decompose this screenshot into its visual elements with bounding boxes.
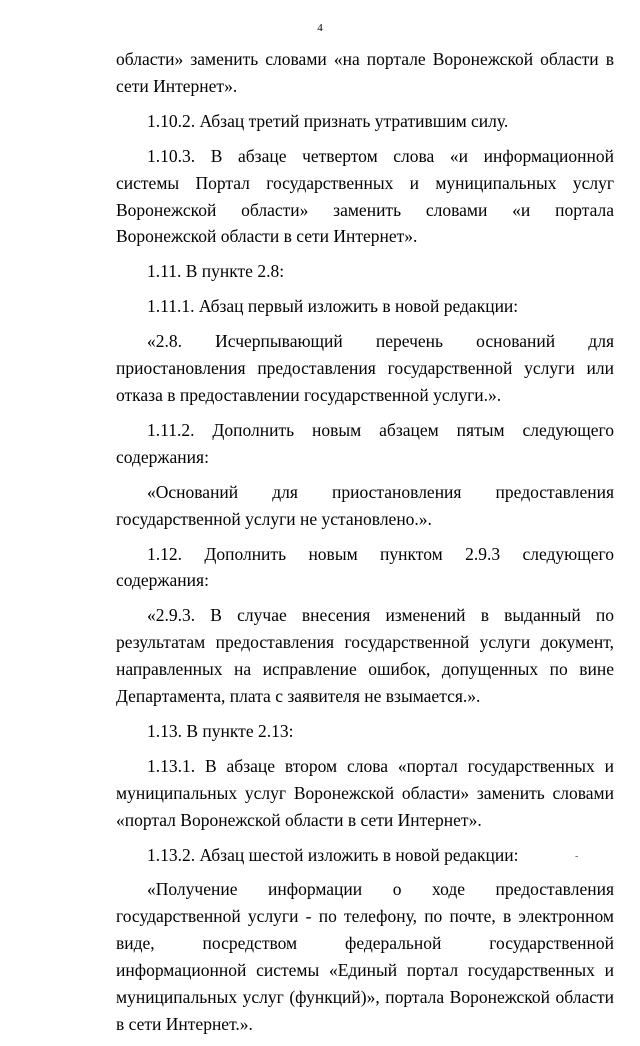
quote-suspension-grounds: «Оснований для приостановления предоставления государственной услуги не установлено.». [116,481,614,529]
paragraph-1-13-1: 1.13.1. В абзаце втором слова «портал государственных и муниципальных услуг Воронежской области» заменить словами «портал Воронежской области в сети Интернет». [116,755,614,830]
paragraph-continuation: области» заменить словами «на портале Воронежской области в сети Интернет». [116,49,614,96]
paragraph-1-11: 1.11. В пункте 2.8: [147,261,285,282]
paragraph-1-11-2: 1.11.2. Дополнить новым абзацем пятым следующего содержания: [116,419,614,467]
paragraph-1-10-2: 1.10.2. Абзац третий признать утратившим силу. [147,110,509,131]
paragraph-1-12: 1.12. Дополнить новым пунктом 2.9.3 следующего содержания: [116,543,614,591]
quote-2-9-3: «2.9.3. В случае внесения изменений в выданный по результатам предоставления государственной услуги документ, направленных на исправление ошибок, допущенных по вине Департамента, плата с заявителя не взымается.». [116,605,614,707]
paragraph-1-11-1: 1.11.1. Абзац первый изложить в новой редакции: [147,296,519,317]
page-number: 4 [317,22,323,34]
footer-mark: - [575,851,579,862]
paragraph-1-13: 1.13. В пункте 2.13: [147,720,294,741]
quote-2-8: «2.8. Исчерпывающий перечень оснований для приостановления предоставления государственной услуги или отказа в предоставлении государственной услуги.». [116,331,614,405]
quote-service-information: «Получение информации о ходе предоставления государственной услуги - по телефону, по почте, в электронном виде, посредством федеральной государственной информационной системы «Единый портал государственных и муниципальных услуг (функций)», портала Воронежской области в сети Интернет.». [116,879,614,1034]
paragraph-1-10-3: 1.10.3. В абзаце четвертом слова «и информационной системы Портал государственных и муниципальных услуг Воронежской области» заменить словами «и портала Воронежской области в сети Интернет». [116,145,614,247]
paragraph-1-13-2: 1.13.2. Абзац шестой изложить в новой редакции: [147,844,519,865]
document-body [116,46,614,1046]
